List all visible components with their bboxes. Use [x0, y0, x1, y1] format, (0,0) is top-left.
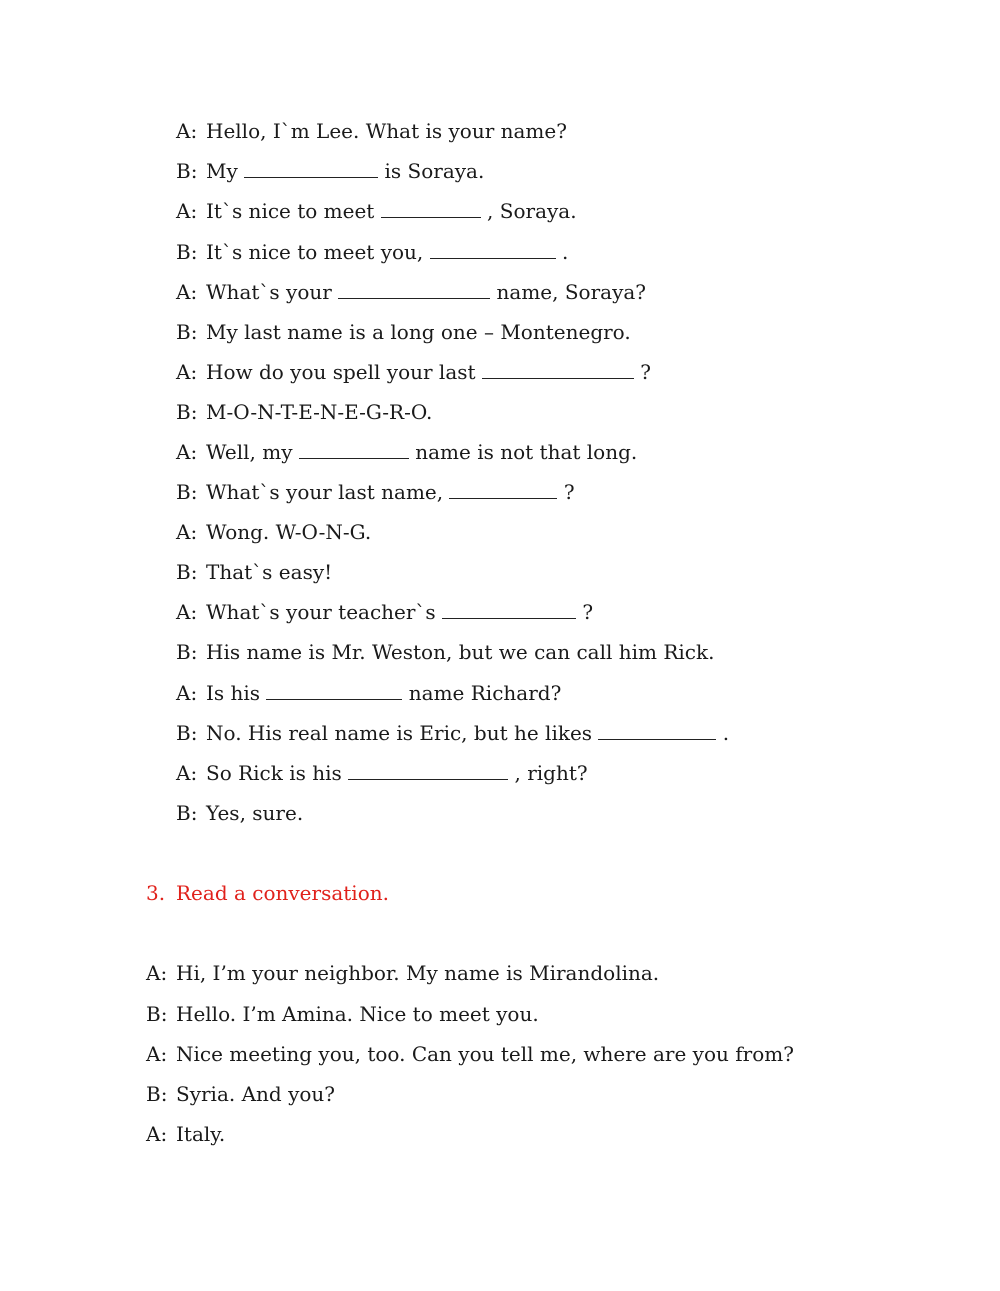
- speaker-label: A:: [176, 440, 198, 464]
- answer-blank[interactable]: [598, 721, 716, 740]
- dialogue-line: [176, 118, 567, 144]
- section-number: 3.: [146, 881, 166, 905]
- answer-blank[interactable]: [430, 240, 556, 259]
- answer-blank[interactable]: [442, 600, 576, 619]
- dialogue-line: [176, 239, 568, 265]
- dialogue-line: [176, 519, 371, 545]
- dialogue-line: [176, 760, 588, 786]
- speaker-label: A:: [146, 1122, 168, 1146]
- speaker-label: B:: [176, 159, 198, 183]
- speaker-label: A:: [146, 1042, 168, 1066]
- line-text: Nice meeting you, too. Can you tell me, where are you from?: [176, 1042, 794, 1066]
- speaker-label: B:: [146, 1082, 168, 1106]
- line-text: is Soraya.: [378, 159, 485, 183]
- speaker-label: B:: [176, 721, 198, 745]
- line-text: Hello, I`m Lee. What is your name?: [206, 119, 567, 143]
- line-text: Hi, I’m your neighbor. My name is Mirandolina.: [176, 961, 660, 985]
- dialogue-line: [176, 479, 575, 505]
- conversation-line: [146, 1041, 794, 1067]
- speaker-label: A:: [176, 280, 198, 304]
- line-text: How do you spell your last: [206, 360, 482, 384]
- line-text: What`s your teacher`s: [206, 600, 443, 624]
- speaker-label: A:: [176, 600, 198, 624]
- dialogue-line: [176, 198, 577, 224]
- line-text: , right?: [508, 761, 588, 785]
- dialogue-line: [176, 319, 631, 345]
- line-text: My: [206, 159, 245, 183]
- dialogue-line: [176, 639, 714, 665]
- line-text: Hello. I’m Amina. Nice to meet you.: [176, 1002, 539, 1026]
- line-text: It`s nice to meet you,: [206, 240, 430, 264]
- speaker-label: B:: [176, 560, 198, 584]
- speaker-label: B:: [146, 1002, 168, 1026]
- line-text: No. His real name is Eric, but he likes: [206, 721, 599, 745]
- speaker-label: A:: [176, 360, 198, 384]
- line-text: ?: [576, 600, 594, 624]
- speaker-label: B:: [176, 480, 198, 504]
- speaker-label: B:: [176, 801, 198, 825]
- dialogue-line: [176, 399, 432, 425]
- line-text: That`s easy!: [206, 560, 333, 584]
- line-text: M-O-N-T-E-N-E-G-R-O.: [206, 400, 433, 424]
- dialogue-line: [176, 599, 593, 625]
- line-text: His name is Mr. Weston, but we can call him Rick.: [206, 640, 715, 664]
- conversation-line: [146, 1081, 335, 1107]
- speaker-label: A:: [176, 761, 198, 785]
- answer-blank[interactable]: [482, 360, 634, 379]
- speaker-label: A:: [176, 520, 198, 544]
- line-text: Is his: [206, 681, 267, 705]
- line-text: .: [555, 240, 569, 264]
- conversation-line: [146, 960, 659, 986]
- line-text: Yes, sure.: [206, 801, 304, 825]
- line-text: name, Soraya?: [490, 280, 647, 304]
- line-text: What`s your last name,: [206, 480, 450, 504]
- answer-blank[interactable]: [348, 761, 508, 780]
- speaker-label: A:: [176, 119, 198, 143]
- answer-blank[interactable]: [299, 440, 409, 459]
- dialogue-line: [176, 800, 303, 826]
- answer-blank[interactable]: [244, 159, 378, 178]
- answer-blank[interactable]: [338, 280, 490, 299]
- line-text: So Rick is his: [206, 761, 349, 785]
- speaker-label: B:: [176, 240, 198, 264]
- speaker-label: B:: [176, 400, 198, 424]
- line-text: name Richard?: [402, 681, 562, 705]
- speaker-label: B:: [176, 320, 198, 344]
- dialogue-line: [176, 359, 651, 385]
- speaker-label: A:: [176, 199, 198, 223]
- section-title: Read a conversation.: [176, 881, 389, 905]
- line-text: ?: [633, 360, 652, 384]
- line-text: Well, my: [206, 440, 299, 464]
- answer-blank[interactable]: [381, 199, 481, 218]
- dialogue-line: [176, 158, 484, 184]
- line-text: What`s your: [206, 280, 339, 304]
- dialogue-line: [176, 680, 561, 706]
- line-text: My last name is a long one – Montenegro.: [206, 320, 631, 344]
- speaker-label: A:: [146, 961, 168, 985]
- line-text: Syria. And you?: [176, 1082, 336, 1106]
- line-text: ?: [557, 480, 575, 504]
- answer-blank[interactable]: [266, 681, 402, 700]
- section-heading: [146, 880, 389, 906]
- dialogue-line: [176, 439, 637, 465]
- line-text: .: [716, 721, 730, 745]
- conversation-line: [146, 1001, 539, 1027]
- line-text: name is not that long.: [408, 440, 638, 464]
- answer-blank[interactable]: [449, 480, 557, 499]
- dialogue-line: [176, 720, 729, 746]
- dialogue-line: [176, 279, 646, 305]
- line-text: Italy.: [176, 1122, 226, 1146]
- conversation-line: [146, 1121, 225, 1147]
- line-text: , Soraya.: [480, 199, 577, 223]
- dialogue-line: [176, 559, 332, 585]
- speaker-label: B:: [176, 640, 198, 664]
- line-text: Wong. W-O-N-G.: [206, 520, 372, 544]
- speaker-label: A:: [176, 681, 198, 705]
- line-text: It`s nice to meet: [206, 199, 381, 223]
